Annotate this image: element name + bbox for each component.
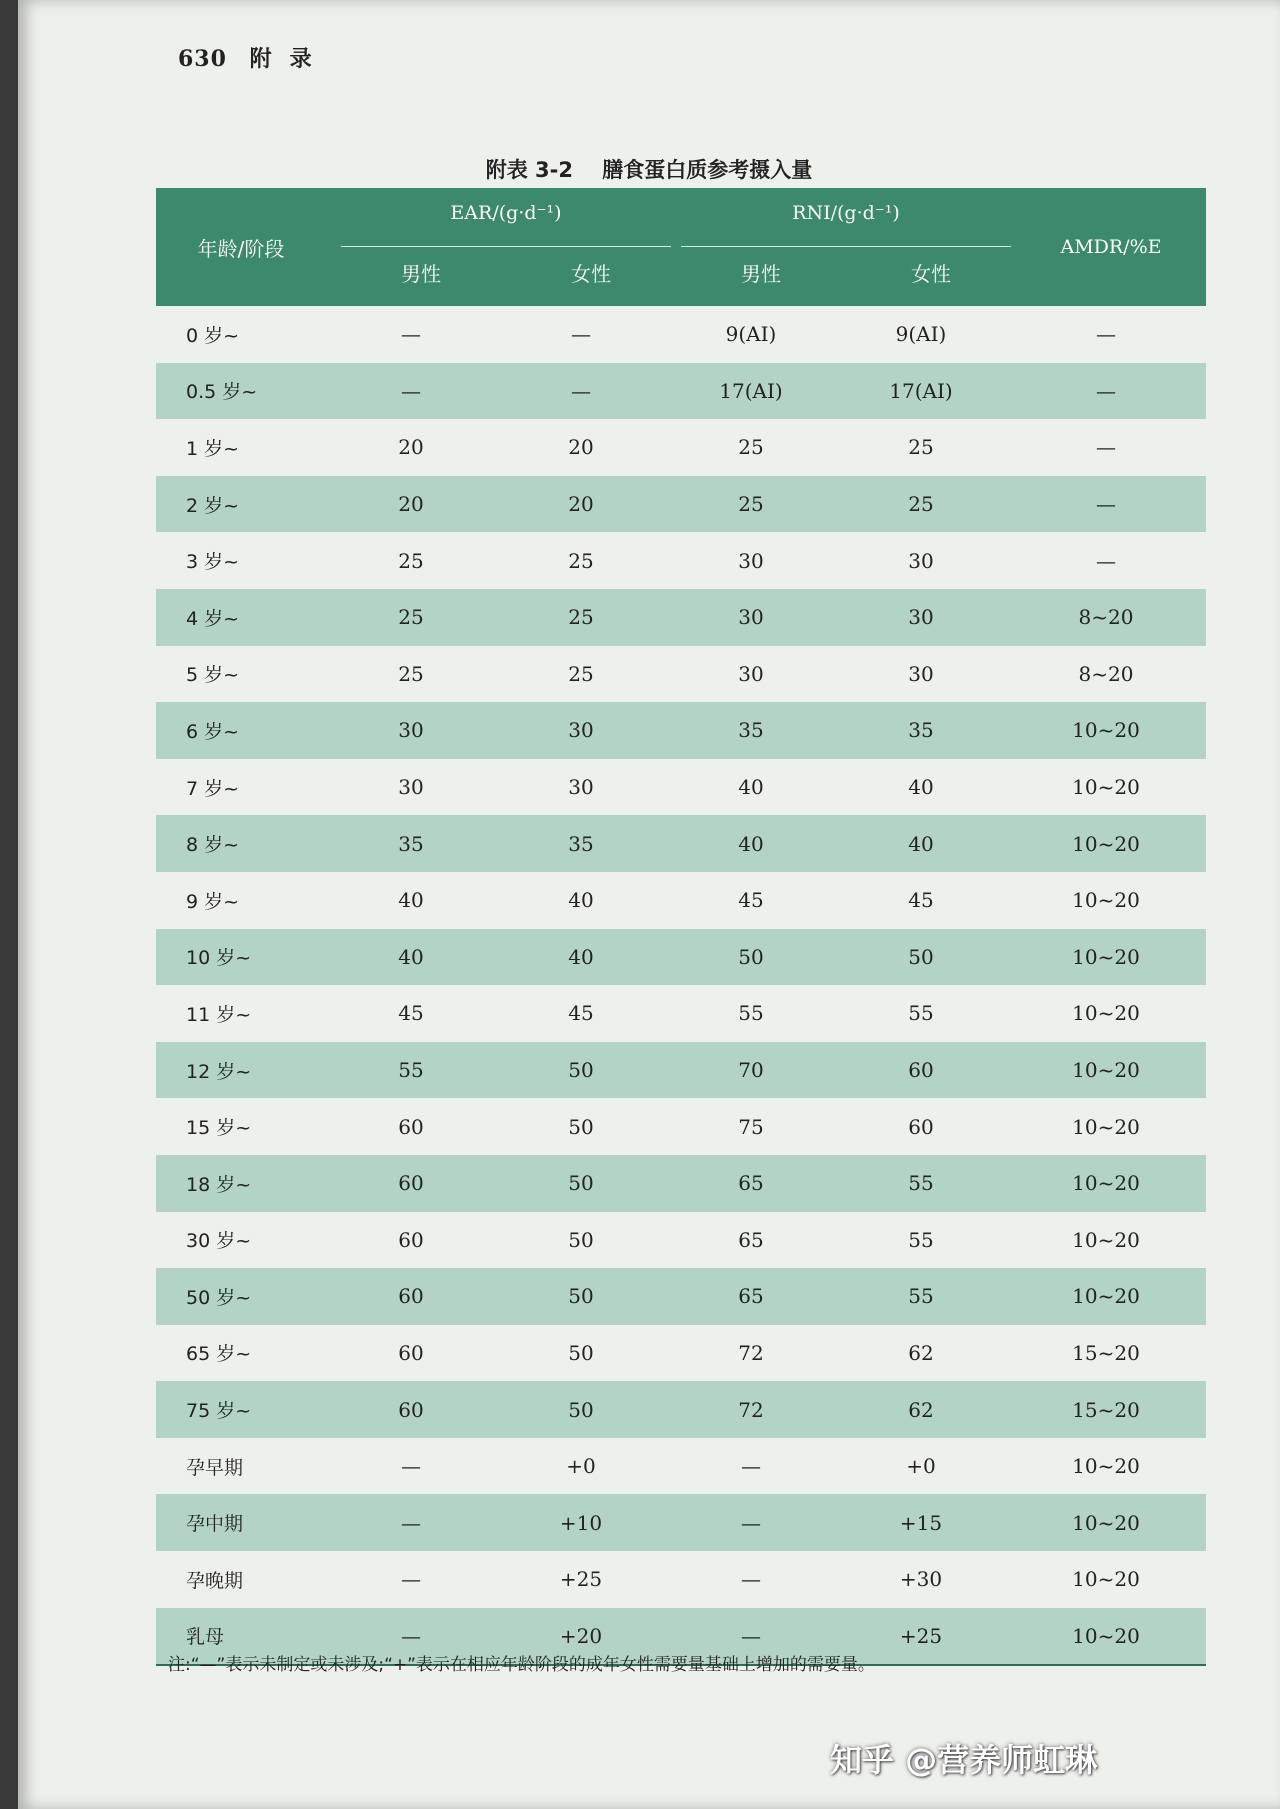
cell-age: 5 岁~ (186, 664, 240, 687)
cell-ear-male: 40 (398, 888, 424, 913)
cell-ear-male: 30 (398, 775, 424, 800)
cell-rni-male: — (741, 1567, 761, 1592)
table-row (156, 1551, 1206, 1608)
cell-rni-male: 50 (738, 944, 764, 969)
cell-amdr: 8~20 (1078, 661, 1134, 686)
cell-rni-male: 35 (738, 718, 764, 743)
table-header (156, 188, 1206, 306)
cell-rni-female: 30 (908, 605, 934, 630)
cell-ear-female: 50 (568, 1171, 594, 1196)
page-number: 630 (178, 46, 227, 72)
cell-amdr: 10~20 (1072, 1567, 1140, 1592)
cell-ear-female: 40 (568, 888, 594, 913)
table-row (156, 1268, 1206, 1325)
cell-rni-female: 55 (908, 1001, 934, 1026)
header-divider-ear (341, 246, 671, 247)
cell-rni-female: 40 (908, 775, 934, 800)
header-rni-male: 男性 (741, 262, 781, 286)
cell-rni-female: 50 (908, 944, 934, 969)
cell-amdr: 10~20 (1072, 944, 1140, 969)
cell-amdr: — (1096, 548, 1116, 573)
cell-age: 2 岁~ (186, 494, 240, 517)
cell-age: 6 岁~ (186, 720, 240, 743)
cell-ear-male: — (401, 1510, 421, 1535)
table-note: 注:“—”表示未制定或未涉及;“+”表示在相应年龄阶段的成年女性需要量基础上增加的需要量。 (168, 1655, 875, 1675)
cell-ear-female: 20 (568, 435, 594, 460)
cell-ear-male: 60 (398, 1340, 424, 1365)
cell-rni-male: — (741, 1454, 761, 1479)
cell-rni-male: 30 (738, 605, 764, 630)
cell-amdr: 15~20 (1072, 1340, 1140, 1365)
cell-rni-male: 30 (738, 548, 764, 573)
header-age: 年龄/阶段 (197, 236, 285, 261)
cell-rni-male: 65 (738, 1227, 764, 1252)
cell-rni-female: 17(AI) (889, 378, 953, 403)
cell-ear-female: 50 (568, 1227, 594, 1252)
cell-ear-female: 50 (568, 1114, 594, 1139)
cell-ear-male: — (401, 1623, 421, 1648)
cell-amdr: 10~20 (1072, 775, 1140, 800)
table-number: 附表 3-2 (485, 158, 573, 182)
table-row (156, 702, 1206, 759)
cell-ear-male: 25 (398, 548, 424, 573)
table-row (156, 1494, 1206, 1551)
table-row (156, 985, 1206, 1042)
cell-rni-female: 55 (908, 1227, 934, 1252)
table-row (156, 815, 1206, 872)
cell-rni-female: +0 (906, 1454, 936, 1479)
cell-ear-female: 25 (568, 661, 594, 686)
table-caption (18, 154, 1280, 184)
page-header (178, 42, 330, 73)
cell-age: 0.5 岁~ (186, 381, 258, 404)
cell-ear-female: 25 (568, 548, 594, 573)
cell-amdr: 10~20 (1072, 1114, 1140, 1139)
table-row (156, 1098, 1206, 1155)
cell-age: 75 岁~ (186, 1400, 252, 1423)
protein-intake-table (156, 188, 1206, 1666)
cell-amdr: 10~20 (1072, 1284, 1140, 1309)
table-title: 膳食蛋白质参考摄入量 (602, 158, 813, 182)
cell-ear-female: +10 (559, 1510, 603, 1535)
cell-ear-male: 20 (398, 492, 424, 517)
cell-age: 12 岁~ (186, 1060, 252, 1083)
watermark: 知乎 @营养师虹琳 (830, 1741, 1098, 1779)
cell-amdr: 10~20 (1072, 1058, 1140, 1083)
table-row (156, 1438, 1206, 1495)
cell-rni-male: 55 (738, 1001, 764, 1026)
table-row (156, 589, 1206, 646)
cell-ear-male: 60 (398, 1284, 424, 1309)
cell-amdr: 10~20 (1072, 1227, 1140, 1252)
cell-rni-female: 62 (908, 1340, 934, 1365)
header-ear: EAR/(g·d⁻¹) (450, 202, 562, 224)
table-row (156, 929, 1206, 986)
cell-ear-male: — (401, 1454, 421, 1479)
cell-rni-female: 55 (908, 1171, 934, 1196)
cell-rni-male: 65 (738, 1284, 764, 1309)
table-row (156, 1042, 1206, 1099)
cell-age: 10 岁~ (186, 947, 252, 970)
cell-ear-male: — (401, 322, 421, 347)
cell-rni-male: 70 (738, 1058, 764, 1083)
cell-ear-male: 30 (398, 718, 424, 743)
cell-amdr: 8~20 (1078, 605, 1134, 630)
cell-rni-male: — (741, 1623, 761, 1648)
cell-ear-female: 50 (568, 1058, 594, 1083)
cell-age: 8 岁~ (186, 834, 240, 857)
cell-amdr: 10~20 (1072, 1001, 1140, 1026)
cell-age: 65 岁~ (186, 1343, 252, 1366)
header-amdr: AMDR/%E (1060, 236, 1162, 258)
cell-age: 11 岁~ (186, 1003, 252, 1026)
table-row (156, 1212, 1206, 1269)
cell-rni-male: 40 (738, 831, 764, 856)
cell-ear-male: 60 (398, 1227, 424, 1252)
table-row (156, 872, 1206, 929)
cell-age: 乳母 (186, 1626, 225, 1649)
cell-rni-male: 72 (738, 1397, 764, 1422)
cell-ear-male: 60 (398, 1397, 424, 1422)
cell-age: 4 岁~ (186, 607, 240, 630)
table-row (156, 532, 1206, 589)
cell-ear-male: — (401, 378, 421, 403)
cell-amdr: — (1096, 492, 1116, 517)
cell-rni-male: 65 (738, 1171, 764, 1196)
cell-rni-male: — (741, 1510, 761, 1535)
cell-rni-male: 17(AI) (719, 378, 783, 403)
cell-rni-male: 40 (738, 775, 764, 800)
cell-rni-female: 25 (908, 435, 934, 460)
cell-ear-male: 60 (398, 1114, 424, 1139)
cell-rni-female: 35 (908, 718, 934, 743)
cell-age: 15 岁~ (186, 1117, 252, 1140)
header-ear-female: 女性 (571, 262, 611, 286)
cell-age: 30 岁~ (186, 1230, 252, 1253)
cell-age: 0 岁~ (186, 324, 240, 347)
cell-amdr: — (1096, 435, 1116, 460)
cell-ear-female: +0 (566, 1454, 596, 1479)
cell-ear-female: 30 (568, 775, 594, 800)
cell-age: 1 岁~ (186, 437, 240, 460)
cell-amdr: 10~20 (1072, 831, 1140, 856)
cell-ear-female: 30 (568, 718, 594, 743)
cell-ear-female: 25 (568, 605, 594, 630)
cell-amdr: 10~20 (1072, 1171, 1140, 1196)
cell-ear-female: +20 (559, 1623, 603, 1648)
cell-ear-male: — (401, 1567, 421, 1592)
cell-ear-male: 25 (398, 661, 424, 686)
table-row (156, 419, 1206, 476)
cell-rni-female: 55 (908, 1284, 934, 1309)
cell-rni-female: +30 (899, 1567, 943, 1592)
cell-ear-male: 20 (398, 435, 424, 460)
header-divider-rni (681, 246, 1011, 247)
cell-rni-male: 72 (738, 1340, 764, 1365)
cell-rni-male: 30 (738, 661, 764, 686)
cell-rni-male: 45 (738, 888, 764, 913)
header-rni: RNI/(g·d⁻¹) (792, 202, 900, 224)
cell-ear-male: 55 (398, 1058, 424, 1083)
table-row (156, 759, 1206, 816)
cell-amdr: 10~20 (1072, 1623, 1140, 1648)
table-row (156, 476, 1206, 533)
cell-rni-male: 9(AI) (725, 322, 777, 347)
cell-amdr: 10~20 (1072, 1454, 1140, 1479)
cell-rni-female: 40 (908, 831, 934, 856)
cell-rni-female: 9(AI) (895, 322, 947, 347)
cell-ear-female: — (571, 378, 591, 403)
cell-rni-female: 60 (908, 1058, 934, 1083)
cell-amdr: 10~20 (1072, 718, 1140, 743)
cell-age: 孕晚期 (186, 1569, 244, 1592)
cell-age: 18 岁~ (186, 1173, 252, 1196)
cell-ear-male: 25 (398, 605, 424, 630)
cell-ear-male: 60 (398, 1171, 424, 1196)
cell-ear-female: — (571, 322, 591, 347)
cell-age: 50 岁~ (186, 1286, 252, 1309)
cell-rni-female: 45 (908, 888, 934, 913)
table-row (156, 306, 1206, 363)
table-row (156, 1381, 1206, 1438)
cell-age: 3 岁~ (186, 551, 240, 574)
cell-ear-male: 45 (398, 1001, 424, 1026)
cell-age: 7 岁~ (186, 777, 240, 800)
cell-ear-female: +25 (559, 1567, 603, 1592)
book-page (18, 0, 1280, 1809)
cell-ear-female: 35 (568, 831, 594, 856)
cell-rni-female: 62 (908, 1397, 934, 1422)
table-row (156, 1325, 1206, 1382)
cell-rni-female: +25 (899, 1623, 943, 1648)
cell-ear-female: 50 (568, 1397, 594, 1422)
cell-rni-female: 30 (908, 661, 934, 686)
table-row (156, 646, 1206, 703)
header-ear-male: 男性 (401, 262, 441, 286)
cell-ear-female: 45 (568, 1001, 594, 1026)
section-title: 附录 (249, 46, 330, 72)
cell-rni-male: 25 (738, 492, 764, 517)
cell-amdr: 10~20 (1072, 888, 1140, 913)
cell-ear-female: 50 (568, 1340, 594, 1365)
cell-rni-female: 60 (908, 1114, 934, 1139)
cell-age: 孕早期 (186, 1456, 244, 1479)
cell-rni-female: 25 (908, 492, 934, 517)
cell-amdr: — (1096, 322, 1116, 347)
table-row (156, 363, 1206, 420)
cell-ear-female: 20 (568, 492, 594, 517)
cell-rni-male: 75 (738, 1114, 764, 1139)
cell-rni-male: 25 (738, 435, 764, 460)
table-row (156, 1155, 1206, 1212)
cell-amdr: 15~20 (1072, 1397, 1140, 1422)
cell-ear-female: 40 (568, 944, 594, 969)
cell-amdr: — (1096, 378, 1116, 403)
cell-rni-female: 30 (908, 548, 934, 573)
cell-ear-male: 40 (398, 944, 424, 969)
cell-rni-female: +15 (899, 1510, 943, 1535)
table-body (156, 306, 1206, 1664)
cell-age: 孕中期 (186, 1513, 244, 1536)
cell-age: 9 岁~ (186, 890, 240, 913)
cell-ear-male: 35 (398, 831, 424, 856)
header-rni-female: 女性 (911, 262, 951, 286)
cell-amdr: 10~20 (1072, 1510, 1140, 1535)
cell-ear-female: 50 (568, 1284, 594, 1309)
